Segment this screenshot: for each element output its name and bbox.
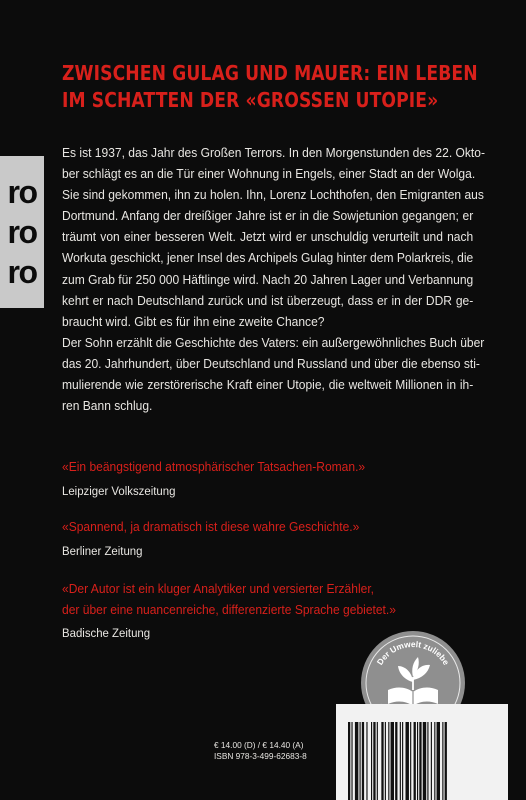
barcode-bar: [351, 722, 352, 800]
headline: [62, 60, 478, 114]
blurb-line: Der Sohn erzählt die Geschichte des Vaters: ein außergewöhnliches Buch über: [62, 334, 485, 350]
barcode-bar: [402, 722, 403, 800]
barcode-bar: [445, 722, 447, 800]
barcode-bar: [348, 722, 350, 800]
barcode-bar: [395, 722, 397, 800]
blurb-line: kehrt er nach Deutschland zurück und ist überzeugt, dass er in der DDR ge-: [62, 292, 474, 308]
barcode-bar: [406, 722, 409, 800]
barcode-bar: [410, 722, 411, 800]
barcode-bar: [434, 722, 435, 800]
barcode-bar: [414, 722, 416, 800]
headline-line-2: IM SCHATTEN DER «GROSSEN UTOPIE»: [62, 88, 439, 112]
isbn-text: ISBN 978-3-499-62683-8: [214, 751, 307, 761]
blurb-line: zum Grab für 250 000 Häftlinge wird. Nach 20 Jahren Lager und Verbannung: [62, 271, 474, 287]
barcode-bar: [427, 722, 428, 800]
headline-line-1: ZWISCHEN GULAG UND MAUER: EIN LEBEN: [62, 61, 478, 85]
quote-2-text: «Spannend, ja dramatisch ist diese wahre Geschichte.»: [62, 519, 360, 534]
barcode-bar: [419, 722, 421, 800]
price-text: € 14.00 (D) / € 14.40 (A): [214, 740, 304, 750]
quote-1-source: Leipziger Volkszeitung: [62, 484, 176, 498]
quote-3-text-line-2: der über eine nuancenreiche, differenzierte Sprache gebietet.»: [62, 602, 396, 617]
blurb-line: ren Bann schlug.: [62, 398, 153, 414]
barcode-bar: [417, 722, 418, 800]
barcode-bar: [385, 722, 386, 800]
blurb-line: Workuta geschickt, jener Insel des Archipels Gulag hinter dem Polarkreis, die: [62, 250, 474, 266]
barcode-bar: [400, 722, 401, 800]
barcode-bar: [360, 722, 361, 800]
rororo-logo: [0, 156, 44, 308]
barcode-bar: [431, 722, 432, 800]
blurb-line: ber schlägt es an die Tür einer Wohnung in Engels, einer Stadt an der Wolga.: [62, 166, 476, 182]
blurb-line: träumt von einer besseren Welt. Jetzt wird er unschuldig verurteilt und nach: [62, 229, 474, 245]
blurb-line: Es ist 1937, das Jahr des Großen Terrors. In den Morgenstunden des 22. Okto-: [62, 145, 485, 160]
blurb-line: das 20. Jahrhundert, über Deutschland und Russland und über die ebenso sti-: [62, 355, 480, 371]
blurb-line: Sie sind gekommen, ihn zu holen. Ihn, Lorenz Lochthofen, den Emigranten aus: [62, 187, 484, 203]
barcode-bar: [442, 722, 443, 800]
logo-word: ro: [7, 214, 37, 250]
barcode-bar: [388, 722, 389, 800]
barcode-bar: [377, 722, 378, 800]
barcode-bar: [362, 722, 364, 800]
logo-word: ro: [7, 174, 37, 210]
barcode-bar: [391, 722, 394, 800]
blurb-line: mulierende wie zerstörerische Kraft einer Utopie, die weltweit Millionen in ih-: [62, 377, 474, 393]
price-info: [214, 740, 307, 762]
barcode-bar: [437, 722, 440, 800]
quote-2-source: Berliner Zeitung: [62, 544, 143, 558]
logo-word: ro: [7, 254, 37, 290]
blurb: [62, 142, 485, 416]
barcode-bar: [381, 722, 383, 800]
blurb-line: braucht wird. Gibt es für ihn eine zweite Chance?: [62, 313, 325, 329]
quote-1-text: «Ein beängstigend atmosphärischer Tatsachen-Roman.»: [62, 459, 366, 474]
barcode-bar: [371, 722, 372, 800]
barcode-icon: [336, 704, 508, 800]
seal-top-text: Der Umwelt zuliebe: [374, 638, 452, 667]
barcode-bar: [423, 722, 426, 800]
quote-3-text-line-1: «Der Autor ist ein kluger Analytiker und versierter Erzähler,: [62, 581, 375, 596]
barcode-bar: [373, 722, 375, 800]
barcode-bar: [366, 722, 367, 800]
barcode: [336, 704, 508, 800]
quote-3-source: Badische Zeitung: [62, 626, 151, 640]
barcode-bar: [355, 722, 358, 800]
blurb-line: Dortmund. Anfang der dreißiger Jahre ist er in die Sowjetunion gegangen; er: [62, 208, 474, 224]
